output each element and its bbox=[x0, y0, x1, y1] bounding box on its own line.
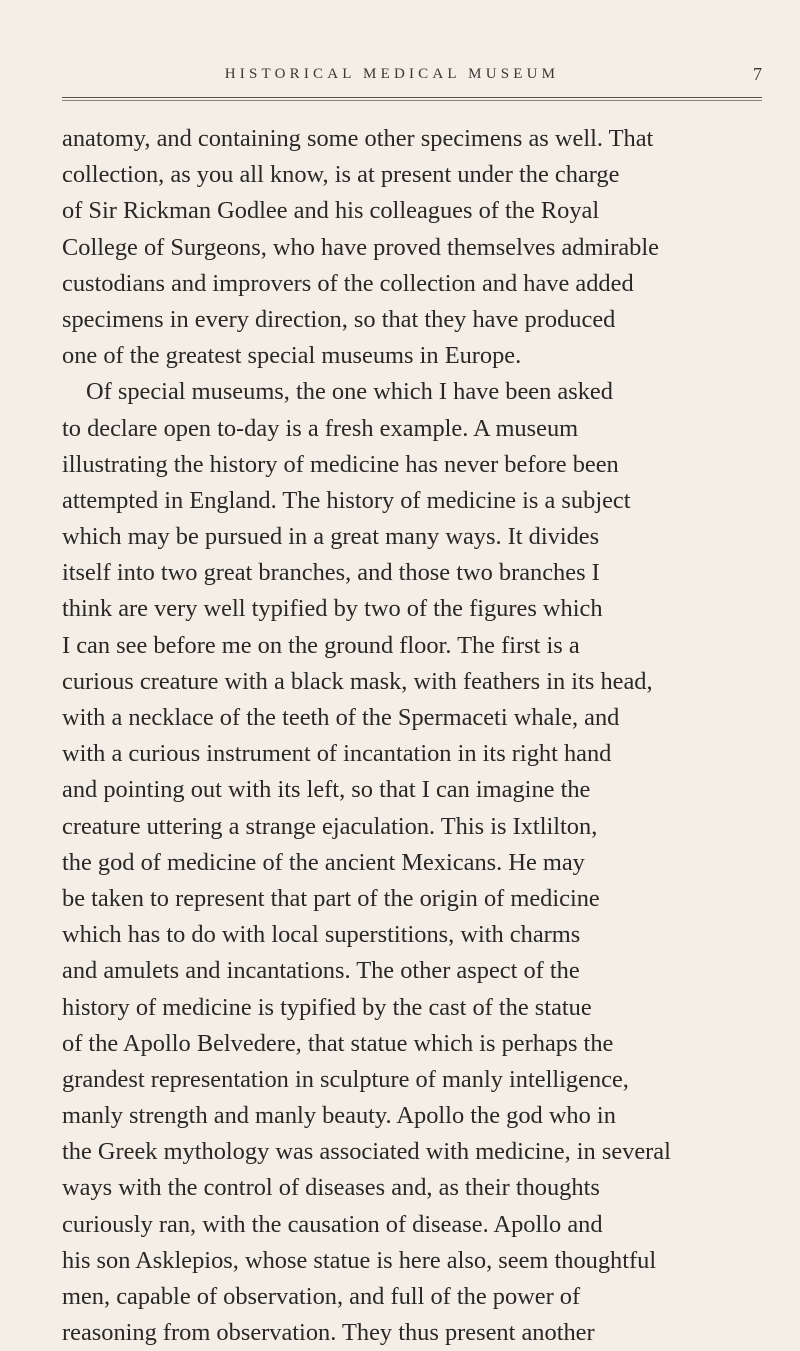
running-title: HISTORICAL MEDICAL MUSEUM bbox=[224, 66, 560, 82]
text-line: grandest representation in sculpture of manly intelligence, bbox=[62, 1065, 629, 1093]
text-line: reasoning from observation. They thus present another bbox=[62, 1319, 595, 1347]
text-line: attempted in England. The history of medicine is a subject bbox=[62, 486, 631, 514]
text-line: of Sir Rickman Godlee and his colleagues of the Royal bbox=[62, 197, 600, 225]
header-rule-secondary bbox=[62, 100, 762, 101]
text-line: manly strength and manly beauty. Apollo the god who in bbox=[62, 1102, 616, 1130]
text-line: curiously ran, with the causation of disease. Apollo and bbox=[62, 1210, 603, 1238]
text-line: and pointing out with its left, so that I can imagine the bbox=[62, 776, 591, 804]
text-line: the god of medicine of the ancient Mexicans. He may bbox=[62, 848, 585, 876]
text-line: illustrating the history of medicine has never before been bbox=[62, 450, 619, 478]
text-line: Of special museums, the one which I have been asked bbox=[86, 378, 613, 406]
text-line: specimens in every direction, so that they have produced bbox=[62, 305, 616, 333]
text-line: ways with the control of diseases and, as their thoughts bbox=[62, 1174, 600, 1202]
text-line: with a curious instrument of incantation in its right hand bbox=[62, 740, 612, 768]
running-head bbox=[62, 66, 762, 90]
header-rule bbox=[62, 97, 762, 98]
text-line: creature uttering a strange ejaculation. This is Ixtlilton, bbox=[62, 812, 598, 840]
page-number: 7 bbox=[753, 64, 762, 84]
text-line: and amulets and incantations. The other aspect of the bbox=[62, 957, 580, 985]
text-line: which has to do with local superstitions, with charms bbox=[62, 921, 581, 949]
text-line: I can see before me on the ground floor. The first is a bbox=[62, 631, 580, 659]
text-line: his son Asklepios, whose statue is here also, seem thoughtful bbox=[62, 1246, 657, 1274]
body-text bbox=[62, 121, 762, 1351]
text-line: history of medicine is typified by the cast of the statue bbox=[62, 993, 592, 1021]
text-line: of the Apollo Belvedere, that statue which is perhaps the bbox=[62, 1029, 614, 1057]
text-line: which may be pursued in a great many ways. It divides bbox=[62, 523, 600, 551]
text-line: be taken to represent that part of the origin of medicine bbox=[62, 884, 600, 912]
text-line: anatomy, and containing some other specimens as well. That bbox=[62, 125, 654, 152]
text-line: men, capable of observation, and full of the power of bbox=[62, 1283, 581, 1310]
text-line: with a necklace of the teeth of the Spermaceti whale, and bbox=[62, 704, 620, 731]
text-line: to declare open to-day is a fresh example. A museum bbox=[62, 414, 579, 442]
text-line: the Greek mythology was associated with medicine, in several bbox=[62, 1138, 671, 1166]
text-line: curious creature with a black mask, with feathers in its head, bbox=[62, 667, 653, 695]
text-line: itself into two great branches, and those two branches I bbox=[62, 559, 600, 587]
text-line: College of Surgeons, who have proved themselves admirable bbox=[62, 233, 659, 261]
text-line: think are very well typified by two of the figures which bbox=[62, 595, 603, 623]
text-line: one of the greatest special museums in Europe. bbox=[62, 342, 522, 370]
text-line: collection, as you all know, is at present under the charge bbox=[62, 161, 620, 189]
text-line: custodians and improvers of the collection and have added bbox=[62, 269, 634, 297]
